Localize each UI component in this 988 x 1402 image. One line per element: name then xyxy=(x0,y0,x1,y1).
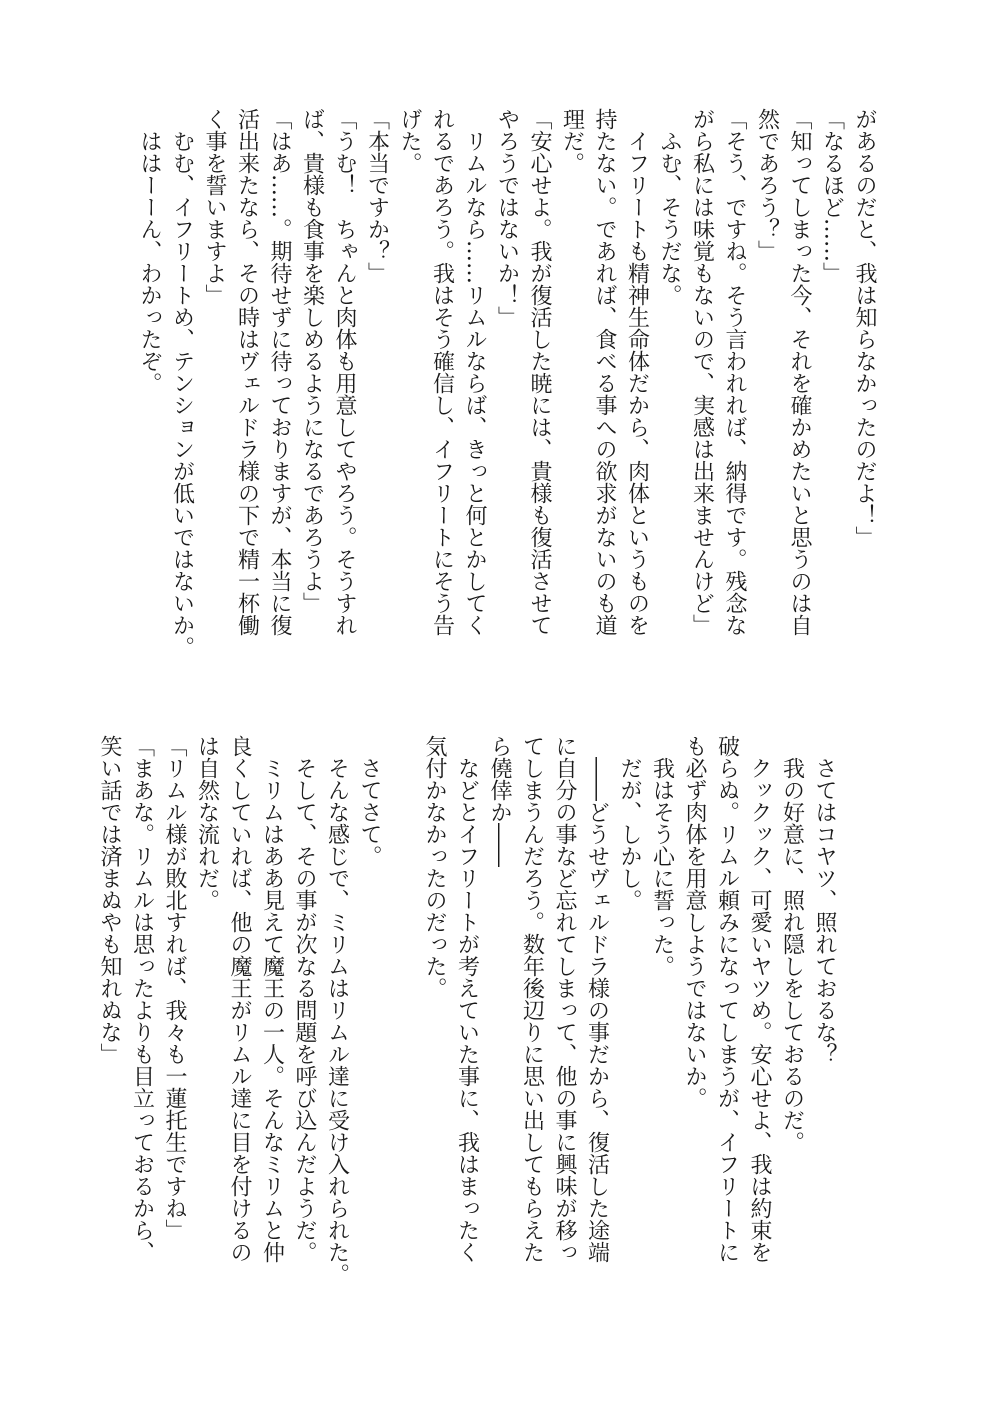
text-line: 良くしていれば、他の魔王がリムル達に目を付けるの xyxy=(227,735,252,1263)
text-line: やろうではないか！」 xyxy=(494,108,520,328)
text-line: そんな感じで、ミリムはリムル達に受け入れられた。 xyxy=(324,735,350,1285)
blank-line xyxy=(385,735,418,1295)
text-line: 活出来たなら、その時はヴェルドラ様の下で精一杯働 xyxy=(234,108,260,636)
text-line: 笑い話では済まぬやも知れぬな」 xyxy=(97,735,122,1065)
text-line: 然であろう？」 xyxy=(754,108,780,262)
text-line: も必ず肉体を用意しようではないか。 xyxy=(682,735,707,1109)
text-line: 破らぬ。リムル頼みになってしまうが、イフリートに xyxy=(714,735,740,1263)
text-line: げた。 xyxy=(397,108,422,174)
text-line: 理だ。 xyxy=(559,108,585,174)
text-line: 「はあ……。期待せずに待っておりますが、本当に復 xyxy=(267,108,292,636)
text-line: 「まあな。リムルは思ったよりも目立っておるから、 xyxy=(129,735,155,1263)
text-line: クックック、可愛いヤツめ。安心せよ、我は約束を xyxy=(747,735,772,1263)
text-line: 「リムル様が敗北すれば、我々も一蓮托生ですね」 xyxy=(162,735,187,1241)
text-line: 「そう、ですね。そう言われれば、納得です。残念な xyxy=(722,108,747,636)
text-line: リムルなら……リムルならば、きっと何とかしてく xyxy=(462,108,487,636)
text-line: などとイフリートが考えていた事に、我はまったく xyxy=(454,735,480,1263)
text-line: ――どうせヴェルドラ様の事だから、復活した途端 xyxy=(584,735,610,1263)
text-line: ふむ、そうだな。 xyxy=(657,108,682,306)
text-line: く事を誓いますよ」 xyxy=(202,108,227,306)
text-line: 我はそう心に誓った。 xyxy=(649,735,675,977)
text-line: 気付かなかったのだった。 xyxy=(422,735,447,999)
text-line: ミリムはああ見えて魔王の一人。そんなミリムと仲 xyxy=(259,735,285,1263)
text-line: 「安心せよ。我が復活した暁には、貴様も復活させて xyxy=(527,108,552,636)
text-line: てしまうんだろう。数年後辺りに思い出してもらえた xyxy=(519,735,545,1263)
text-line: むむ、イフリートめ、テンションが低いではないか。 xyxy=(169,108,195,658)
text-line: さてさて。 xyxy=(357,735,382,867)
text-line: 「本当ですか？」 xyxy=(364,108,390,284)
text-line: は自然な流れだ。 xyxy=(194,735,220,911)
text-line: イフリートも精神生命体だから、肉体というものを xyxy=(624,108,650,636)
lower-text-block xyxy=(80,735,840,1295)
text-line: 「なるほど……」 xyxy=(819,108,845,284)
upper-text-block xyxy=(80,108,880,698)
text-line: さてはコヤツ、照れておるな？ xyxy=(812,735,837,1065)
text-line: 「うむ！ ちゃんと肉体も用意してやろう。そうすれ xyxy=(332,108,357,636)
text-line: 「知ってしまった今、それを確かめたいと思うのは自 xyxy=(787,108,812,636)
text-line: がら私には味覚もないので、実感は出来ませんけど」 xyxy=(689,108,715,636)
text-line: 持たない。であれば、食べる事への欲求がないのも道 xyxy=(592,108,617,636)
text-line: 我の好意に、照れ隠しをしておるのだ。 xyxy=(779,735,805,1153)
text-line: ば、貴様も食事を楽しめるようになるであろうよ」 xyxy=(299,108,325,614)
text-line: があるのだと、我は知らなかったのだよ！」 xyxy=(852,108,877,548)
text-line: そして、その事が次なる問題を呼び込んだようだ。 xyxy=(292,735,317,1263)
text-line: に自分の事など忘れてしまって、他の事に興味が移っ xyxy=(552,735,577,1263)
text-line: ら僥倖か―― xyxy=(487,735,512,867)
text-line: れるであろう。我はそう確信し、イフリートにそう告 xyxy=(429,108,455,636)
text-line: だが、しかし。 xyxy=(617,735,642,911)
text-line: ははーーん、わかったぞ。 xyxy=(137,108,162,394)
